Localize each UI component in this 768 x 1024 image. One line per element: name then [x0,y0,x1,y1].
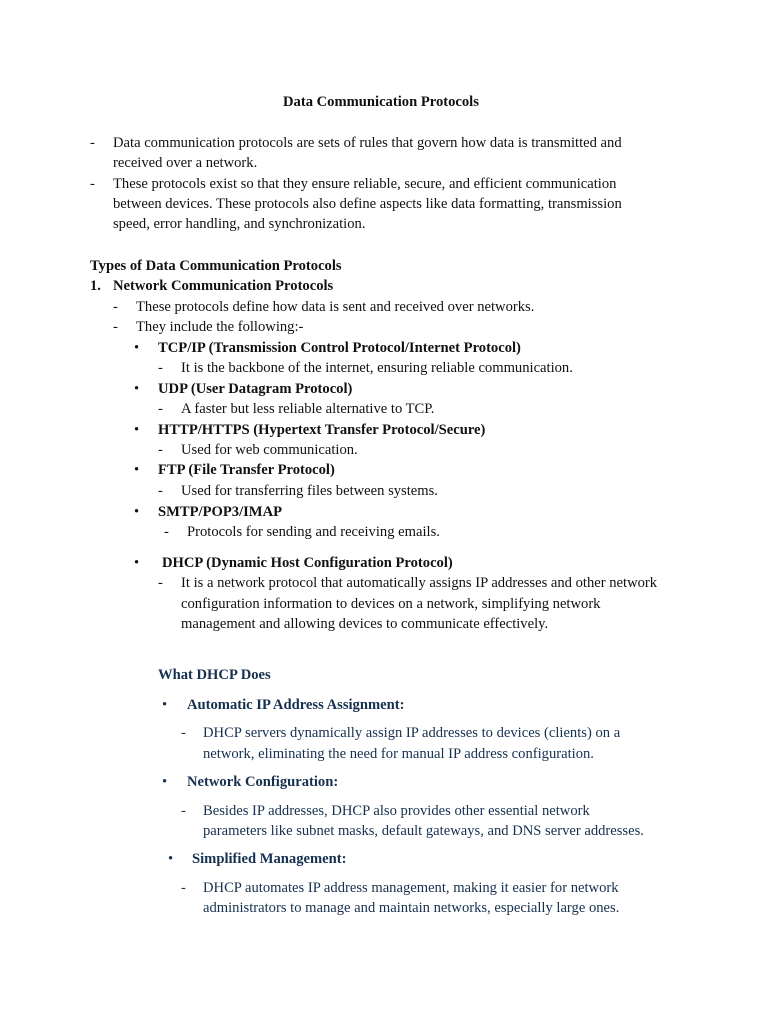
protocol-desc-http: Used for web communication. [181,442,358,458]
bullet-marker: • [134,340,140,356]
dash-marker: - [158,575,163,591]
dash-marker: - [113,319,118,335]
bullet-marker: • [134,555,140,571]
protocol-name-smtp: SMTP/POP3/IMAP [158,504,283,520]
dash-marker: - [158,360,163,376]
protocol-name-ftp: FTP (File Transfer Protocol) [158,462,335,478]
protocol-desc-dhcp-line-3: management and allowing devices to communicate effectively. [181,616,549,632]
document-title: Data Communication Protocols [283,94,479,110]
protocol-name-http: HTTP/HTTPS (Hypertext Transfer Protocol/Secure) [158,422,486,438]
bullet-marker: • [162,697,168,713]
intro-2-line-3: speed, error handling, and synchronization. [113,216,366,232]
dhcp-item-management-line-1: DHCP automates IP address management, making it easier for network [203,880,619,896]
dhcp-item-title-management: Simplified Management: [192,851,347,867]
dash-marker: - [90,135,95,151]
protocol-desc-udp: A faster but less reliable alternative to TCP. [181,401,435,417]
protocol-desc-tcpip: It is the backbone of the internet, ensuring reliable communication. [181,360,573,376]
protocol-desc-dhcp-line-1: It is a network protocol that automatically assigns IP addresses and other network [181,575,658,591]
protocol-name-dhcp: DHCP (Dynamic Host Configuration Protocol) [162,555,453,571]
dhcp-item-assignment-line-2: network, eliminating the need for manual IP address configuration. [203,746,594,762]
protocol-desc-ftp: Used for transferring files between systems. [181,483,438,499]
section-point-1: These protocols define how data is sent and received over networks. [136,299,535,315]
bullet-marker: • [134,381,140,397]
bullet-marker: • [162,774,168,790]
intro-2-line-2: between devices. These protocols also define aspects like data formatting, transmission [113,196,622,212]
types-heading: Types of Data Communication Protocols [90,258,342,274]
dhcp-item-configuration-line-1: Besides IP addresses, DHCP also provides other essential network [203,803,590,819]
dhcp-section-heading: What DHCP Does [158,667,271,683]
dhcp-item-assignment-line-1: DHCP servers dynamically assign IP addresses to devices (clients) on a [203,725,621,741]
dash-marker: - [158,401,163,417]
section-point-2: They include the following:- [136,319,304,335]
bullet-marker: • [134,462,140,478]
dhcp-item-title-assignment: Automatic IP Address Assignment: [187,697,405,713]
dhcp-item-management-line-2: administrators to manage and maintain networks, especially large ones. [203,900,620,916]
intro-1-line-2: received over a network. [113,155,258,171]
protocol-desc-dhcp-line-2: configuration information to devices on a network, simplifying network [181,596,601,612]
protocol-name-udp: UDP (User Datagram Protocol) [158,381,353,397]
intro-1-line-1: Data communication protocols are sets of rules that govern how data is transmitted and [113,135,622,151]
bullet-marker: • [134,422,140,438]
dash-marker: - [181,803,186,819]
protocol-desc-smtp: Protocols for sending and receiving emails. [187,524,440,540]
section-heading: Network Communication Protocols [113,278,334,294]
dash-marker: - [181,725,186,741]
dash-marker: - [164,524,169,540]
dhcp-item-configuration-line-2: parameters like subnet masks, default gateways, and DNS server addresses. [203,823,644,839]
bullet-marker: • [168,851,174,867]
intro-2-line-1: These protocols exist so that they ensure reliable, secure, and efficient communication [113,176,617,192]
dhcp-item-title-configuration: Network Configuration: [187,774,339,790]
dash-marker: - [181,880,186,896]
section-number: 1. [90,278,101,294]
dash-marker: - [113,299,118,315]
dash-marker: - [158,442,163,458]
protocol-name-tcpip: TCP/IP (Transmission Control Protocol/Internet Protocol) [158,340,521,356]
dash-marker: - [90,176,95,192]
bullet-marker: • [134,504,140,520]
dash-marker: - [158,483,163,499]
